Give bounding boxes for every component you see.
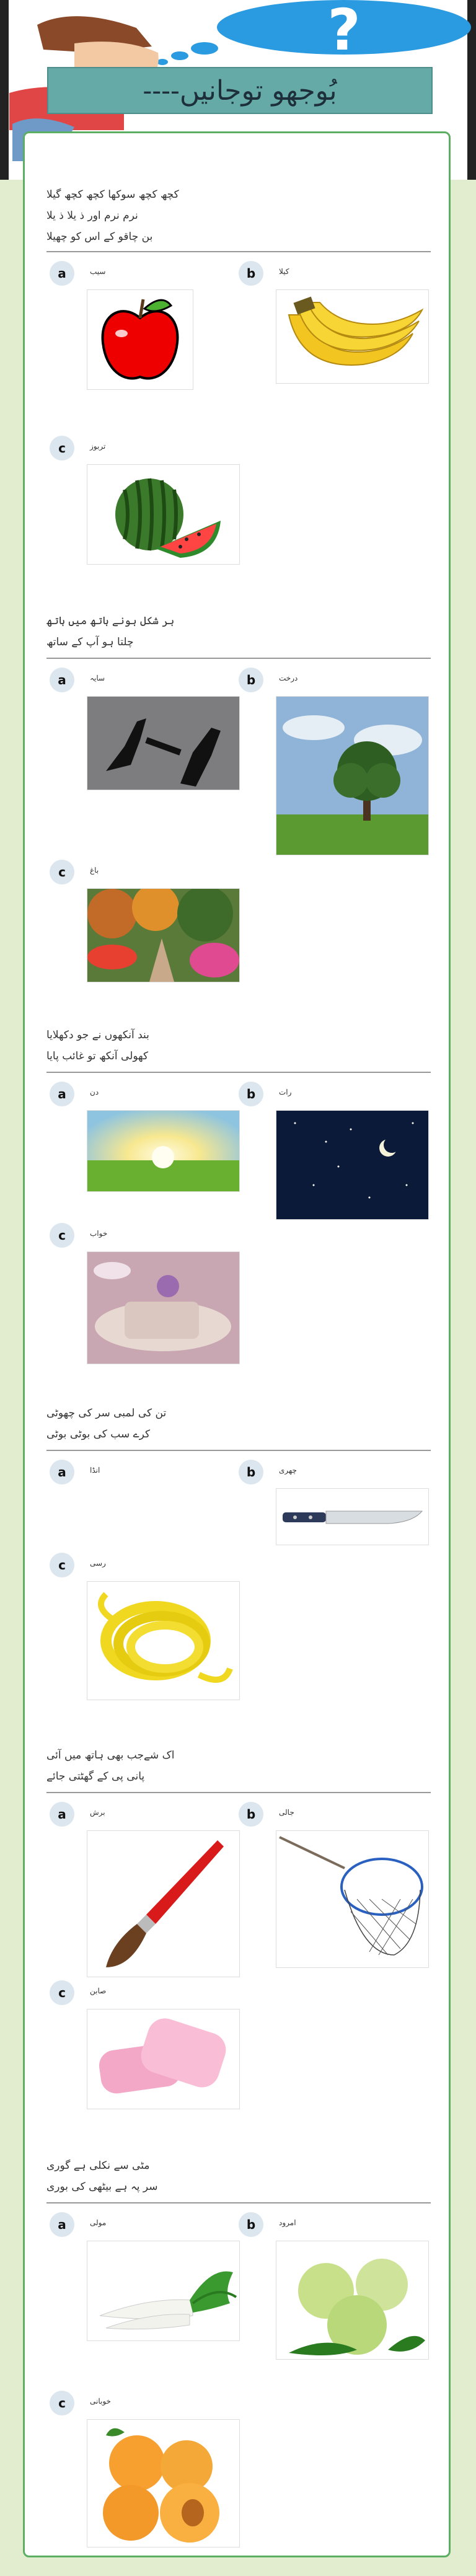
- riddle-line: کھولی آنکھ تو غائب پایا: [46, 1050, 149, 1062]
- option-letter-badge: c: [50, 2391, 74, 2415]
- option-letter-badge: b: [239, 2212, 263, 2237]
- option-label: خوبانی: [90, 2397, 111, 2406]
- option-label: کیلا: [279, 267, 289, 276]
- option-label: صابن: [90, 1987, 107, 1995]
- day-icon: [87, 1110, 240, 1192]
- shadow-icon: [87, 696, 240, 790]
- riddle-line: بند آنکھوں نے جو دکھلایا: [46, 1029, 149, 1041]
- divider: [46, 1792, 431, 1793]
- option-letter-badge: a: [50, 1082, 74, 1106]
- riddle-line: بن چاقو کے اس کو چھیلا: [46, 231, 153, 243]
- apricot-icon: [87, 2419, 240, 2547]
- brush-icon: [87, 1830, 240, 1977]
- divider: [46, 1450, 431, 1451]
- option-label: جالی: [279, 1808, 294, 1817]
- option-letter-badge: a: [50, 668, 74, 692]
- riddle-line: نرم نرم اور ذ یلا ذ یلا: [46, 210, 138, 222]
- option-letter-badge: b: [239, 1460, 263, 1484]
- divider: [46, 1072, 431, 1073]
- riddle-line: تن کی لمبی سر کی چھوٹی: [46, 1407, 167, 1419]
- option-label: برش: [90, 1808, 105, 1817]
- svg-text:?: ?: [327, 0, 361, 63]
- riddle-2-text: [46, 611, 431, 653]
- rope-icon: [87, 1581, 240, 1700]
- option-letter-badge: a: [50, 1460, 74, 1484]
- night-icon: [276, 1110, 429, 1220]
- riddle-line: کچھ کچھ سوکھا کچھ کچھ گیلا: [46, 188, 179, 201]
- option-letter-badge: a: [50, 1802, 74, 1827]
- option-letter-badge: b: [239, 1802, 263, 1827]
- option-label: رات: [279, 1088, 292, 1096]
- riddle-line: چلتا ہو آپ کے ساتھ: [46, 636, 134, 648]
- riddle-line: ہر شکل ہونے ہاتھ میں ہاتھ: [46, 615, 175, 627]
- riddle-5-text: [46, 1745, 431, 1787]
- option-letter-badge: b: [239, 1082, 263, 1106]
- riddle-line: اک شےجب بھی ہاتھ میں آئی: [46, 1749, 175, 1762]
- watermelon-icon: [87, 464, 240, 565]
- page-title: بُوجھو توجانیں----: [47, 67, 433, 114]
- riddle-1-text: [46, 184, 431, 247]
- option-letter-badge: c: [50, 1223, 74, 1248]
- banana-icon: [276, 289, 429, 384]
- option-label: سایہ: [90, 674, 105, 682]
- option-letter-badge: b: [239, 668, 263, 692]
- option-letter-badge: a: [50, 2212, 74, 2237]
- dream-icon: [87, 1251, 240, 1364]
- riddle-line: سر پہ ہے بیٹھی کی بوری: [46, 2181, 158, 2193]
- option-label: چھری: [279, 1466, 297, 1475]
- riddle-6-text: [46, 2155, 431, 2197]
- garden-icon: [87, 888, 240, 982]
- tree-icon: [276, 696, 429, 855]
- option-letter-badge: b: [239, 261, 263, 286]
- net-icon: [276, 1830, 429, 1968]
- option-label: رسی: [90, 1559, 106, 1568]
- option-label: انڈا: [90, 1466, 100, 1475]
- option-label: درخت: [279, 674, 298, 682]
- option-label: باغ: [90, 866, 99, 875]
- option-label: خواب: [90, 1229, 108, 1238]
- riddle-4-text: [46, 1403, 431, 1445]
- option-letter-badge: c: [50, 1553, 74, 1577]
- divider: [46, 251, 431, 252]
- riddle-line: مٹی سے نکلی ہے گوری: [46, 2159, 150, 2172]
- riddle-card: [23, 131, 451, 2557]
- option-label: مولی: [90, 2218, 107, 2227]
- option-label: امرود: [279, 2218, 296, 2227]
- option-letter-badge: c: [50, 436, 74, 461]
- option-letter-badge: c: [50, 1980, 74, 2005]
- divider: [46, 2202, 431, 2203]
- option-label: تربوز: [90, 442, 106, 451]
- divider: [46, 658, 431, 659]
- riddle-3-text: [46, 1025, 431, 1067]
- soap-icon: [87, 2009, 240, 2109]
- option-label: سیب: [90, 267, 106, 276]
- option-letter-badge: a: [50, 261, 74, 286]
- riddle-line: کرے سب کی بوٹی بوٹی: [46, 1428, 151, 1440]
- riddle-line: پانی پی کے گھٹتی جائے: [46, 1770, 145, 1783]
- apple-icon: [87, 289, 193, 390]
- knife-icon: [276, 1488, 429, 1545]
- radish-icon: [87, 2241, 240, 2341]
- option-label: دن: [90, 1088, 99, 1096]
- guava-icon: [276, 2241, 429, 2360]
- option-letter-badge: c: [50, 860, 74, 884]
